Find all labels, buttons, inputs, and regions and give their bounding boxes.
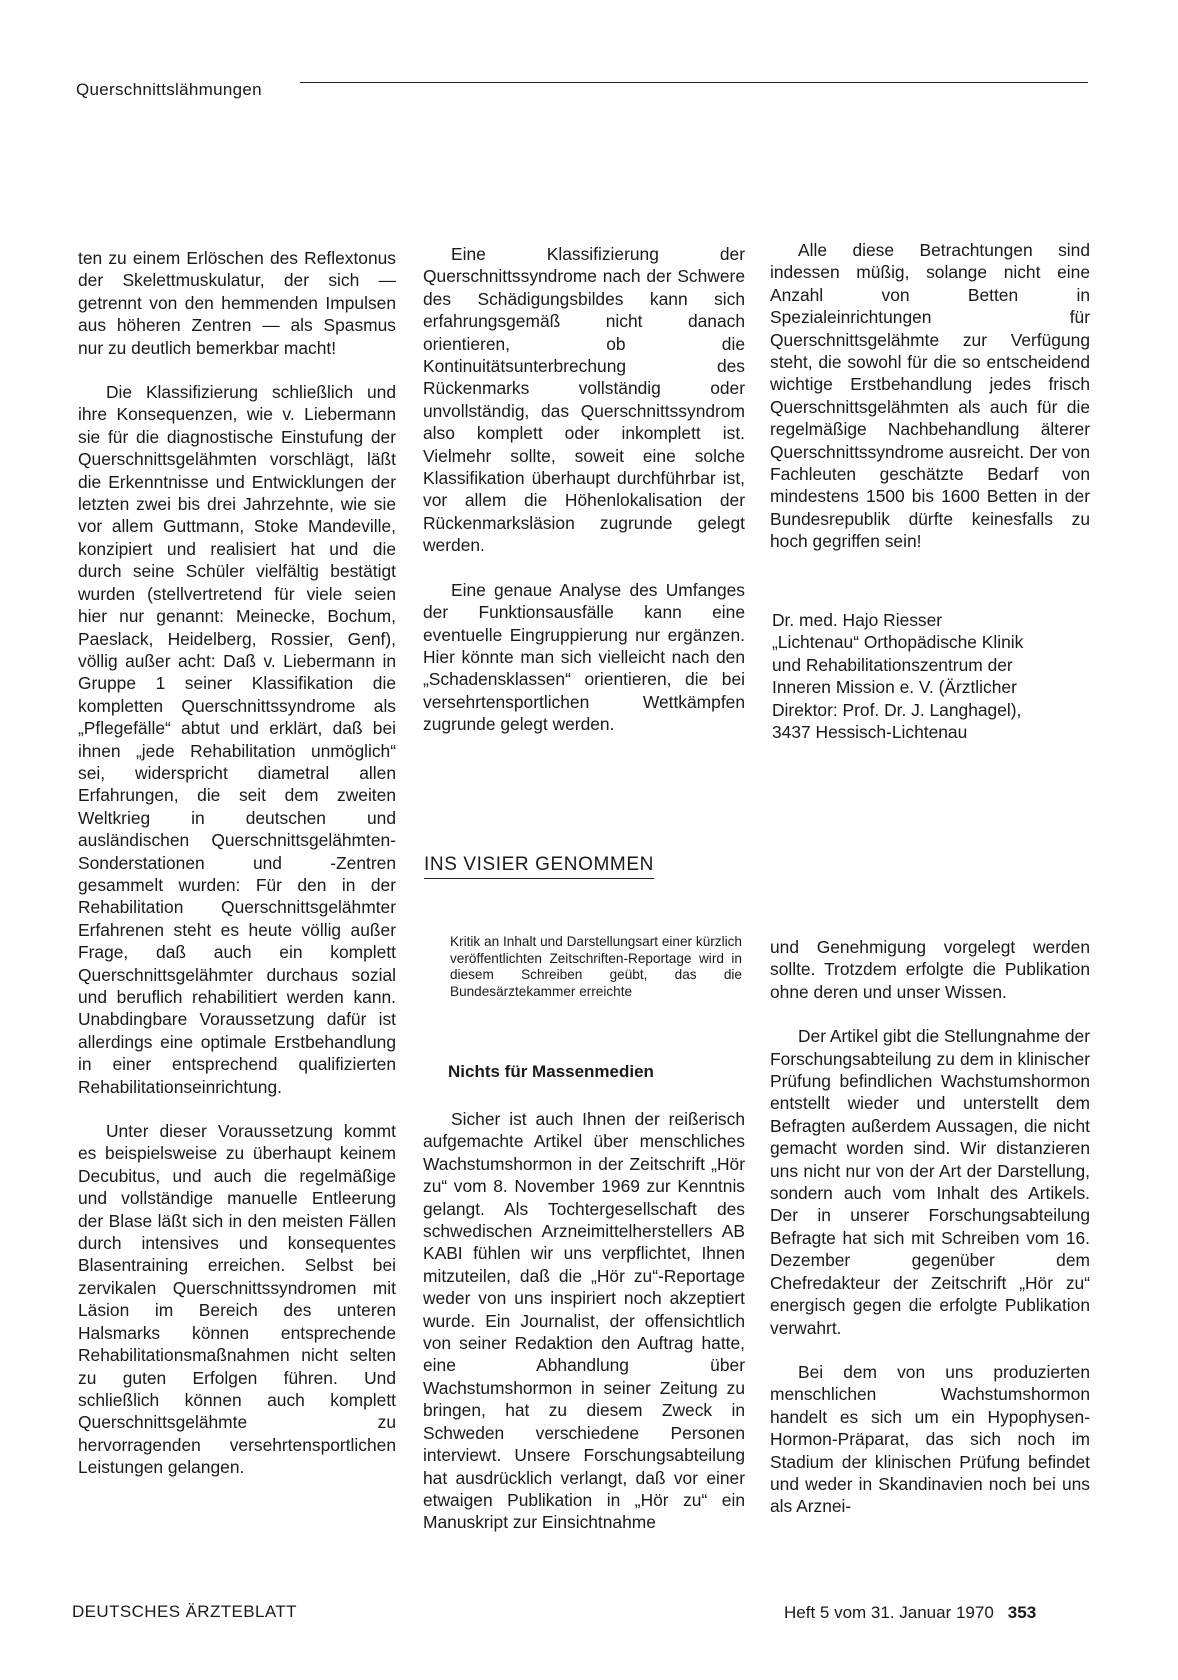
author-line: Direktor: Prof. Dr. J. Langhagel), (772, 699, 1022, 720)
author-signature (772, 609, 1090, 743)
author-line: „Lichtenau“ Orthopädische Klinik (772, 632, 1024, 653)
author-line: 3437 Hessisch-Lichtenau (772, 722, 968, 743)
author-line: Inneren Mission e. V. (Ärztlicher (772, 677, 1017, 698)
page-number: 353 (1007, 1603, 1037, 1622)
footer-journal: DEUTSCHES ÄRZTEBLATT (72, 1602, 297, 1621)
column-1 (78, 247, 396, 1479)
article-subhead: Nichts für Massenmedien (448, 1062, 654, 1081)
column-2 (423, 243, 745, 736)
header-rule (300, 82, 1088, 83)
column-3-lower (770, 936, 1090, 1518)
running-head: Querschnittslähmungen (76, 80, 262, 99)
paragraph: und Genehmigung vorgelegt werden sollte. Trotzdem erfolgte die Publikation ohne deren und unser Wissen. (770, 937, 1090, 1002)
column-2-lower (423, 1108, 745, 1534)
paragraph: Bei dem von uns produzierten menschlichen Wachstumshormon handelt es sich um ein Hypophysen-Hormon-Präparat, das sich noch im Stadium der klinischen Prüfung befindet und weder in Skandinavien noch bei uns als Arznei- (770, 1361, 1090, 1517)
paragraph: Die Klassifizierung schließlich und ihre Konsequenzen, wie v. Liebermann sie für die diagnostische Einstufung der Querschnittsgelähmten vorschlägt, läßt die Erkenntnisse und Entwicklungen der letzten zwei bis drei Jahrzehnte, wie sie vor allem Guttmann, Stoke Mandeville, konzipiert und realisiert hat und die durch seine Schüler vielfältig bestätigt wurden (stellvertretend für viele seien hier nur genannt: Meinecke, Bochum, Paeslack, Heidelberg, Rossier, Genf), völlig außer acht: Daß v. Liebermann in Gruppe 1 seiner Klassifikation die kompletten Querschnittssyndrome als „Pflegefälle“ abtut und erklärt, daß bei ihnen „jede Rehabilitation unmöglich“ sei, widerspricht diametral allen Erfahrungen, die seit dem zweiten Weltkrieg in deutschen und ausländischen Querschnittsgelähmten-Sonderstationen und -Zentren gesammelt wurden: Für den in der Rehabilitation Querschnittsgelähmter Erfahrenen steht es heute völlig außer Frage, daß auch ein komplett Querschnittsgelähmter durchaus sozial und beruflich rehabilitiert werden kann. Unabdingbare Voraussetzung dafür ist allerdings eine optimale Erstbehandlung in einer entsprechend qualifizierten Rehabilitationseinrichtung. (78, 382, 396, 1097)
section-title: INS VISIER GENOMMEN (424, 854, 654, 879)
footer-issue-info (784, 1603, 1036, 1623)
paragraph: Unter dieser Voraussetzung kommt es beispielsweise zu überhaupt keinem Decubitus, und auch die regelmäßige und vollständige manuelle Entleerung der Blase läßt sich in den meisten Fällen durch intensives und konsequentes Blasentraining erreichen. Selbst bei zervikalen Querschnittssyndromen mit Läsion im Bereich des unteren Halsmarks können entsprechende Rehabilitationsmaßnahmen nicht selten zu guten Erfolgen führen. Und schließlich können auch komplett Querschnittsgelähmte zu hervorragenden versehrtensportlichen Leistungen gelangen. (78, 1121, 396, 1478)
section-lede: Kritik an Inhalt und Darstellungsart einer kürzlich veröffentlichten Zeitschriften-Reportage wird in diesem Schreiben geübt, das die Bundesärztekammer erreichte (450, 934, 742, 999)
paragraph: Der Artikel gibt die Stellungnahme der Forschungsabteilung zu dem in klinischer Prüfung befindlichen Wachstumshormon entstellt wieder und unterstellt dem Befragten außerdem Aussagen, die nicht gemacht worden sind. Wir distanzieren uns nicht nur von der Art der Darstellung, sondern auch vom Inhalt des Artikels. Der in unserer Forschungsabteilung Befragte hat sich mit Schreiben vom 16. Dezember gegenüber dem Chefredakteur der Zeitschrift „Hör zu“ energisch gegen die erfolgte Publikation verwahrt. (770, 1026, 1090, 1338)
paragraph: Eine genaue Analyse des Umfanges der Funktionsausfälle kann eine eventuelle Eingruppierung nur ergänzen. Hier könnte man sich vielleicht nach den „Schadensklassen“ orientieren, die bei versehrtensportlichen Wettkämpfen zugrunde gelegt werden. (423, 579, 745, 735)
footer-issue: Heft 5 vom 31. Januar 1970 (784, 1603, 994, 1622)
author-line: Dr. med. Hajo Riesser (772, 610, 943, 630)
paragraph: ten zu einem Erlöschen des Reflextonus der Skelettmuskulatur, der sich — getrennt von den hemmenden Impulsen aus höheren Zentren — als Spasmus nur zu deutlich bemerkbar macht! (78, 248, 396, 358)
paragraph: Alle diese Betrachtungen sind indessen müßig, solange nicht eine Anzahl von Betten in Spezialeinrichtungen für Querschnittsgelähmte zur Verfügung steht, die sowohl für die so entscheidend wichtige Erstbehandlung jedes frisch Querschnittsgelähmten als auch für die regelmäßige Nachbehandlung älterer Querschnittssyndrome ausreicht. Der von Fachleuten geschätzte Bedarf von mindestens 1500 bis 1600 Betten in der Bundesrepublik dürfte keinesfalls zu hoch gegriffen sein! (770, 240, 1090, 552)
paragraph: Sicher ist auch Ihnen der reißerisch aufgemachte Artikel über menschliches Wachstumshormon in der Zeitschrift „Hör zu“ vom 8. November 1969 zur Kenntnis gelangt. Als Tochtergesellschaft des schwedischen Arzneimittelherstellers AB KABI fühlen wir uns verpflichtet, Ihnen mitzuteilen, daß die „Hör zu“-Reportage weder von uns inspiriert noch akzeptiert wurde. Ein Journalist, der offensichtlich von seiner Redaktion den Auftrag hatte, eine Abhandlung über Wachstumshormon in seiner Zeitung zu bringen, hat zu diesem Zweck in Schweden verschiedene Personen interviewt. Unsere Forschungsabteilung hat ausdrücklich verlangt, daß vor einer etwaigen Publikation in „Hör zu“ ein Manuskript zur Einsichtnahme (423, 1109, 745, 1533)
author-line: und Rehabilitationszentrum der (772, 654, 1013, 675)
paragraph: Eine Klassifizierung der Querschnittssyndrome nach der Schwere des Schädigungsbildes kann sich erfahrungsgemäß nicht danach orientieren, ob die Kontinuitätsunterbrechung des Rückenmarks vollständig oder unvollständig, das Querschnittssyndrom also komplett oder inkomplett ist. Vielmehr sollte, soweit eine solche Klassifikation überhaupt durchführbar ist, vor allem die Höhenlokalisation der Rückenmarksläsion zugrunde gelegt werden. (423, 244, 745, 556)
column-3 (770, 239, 1090, 553)
